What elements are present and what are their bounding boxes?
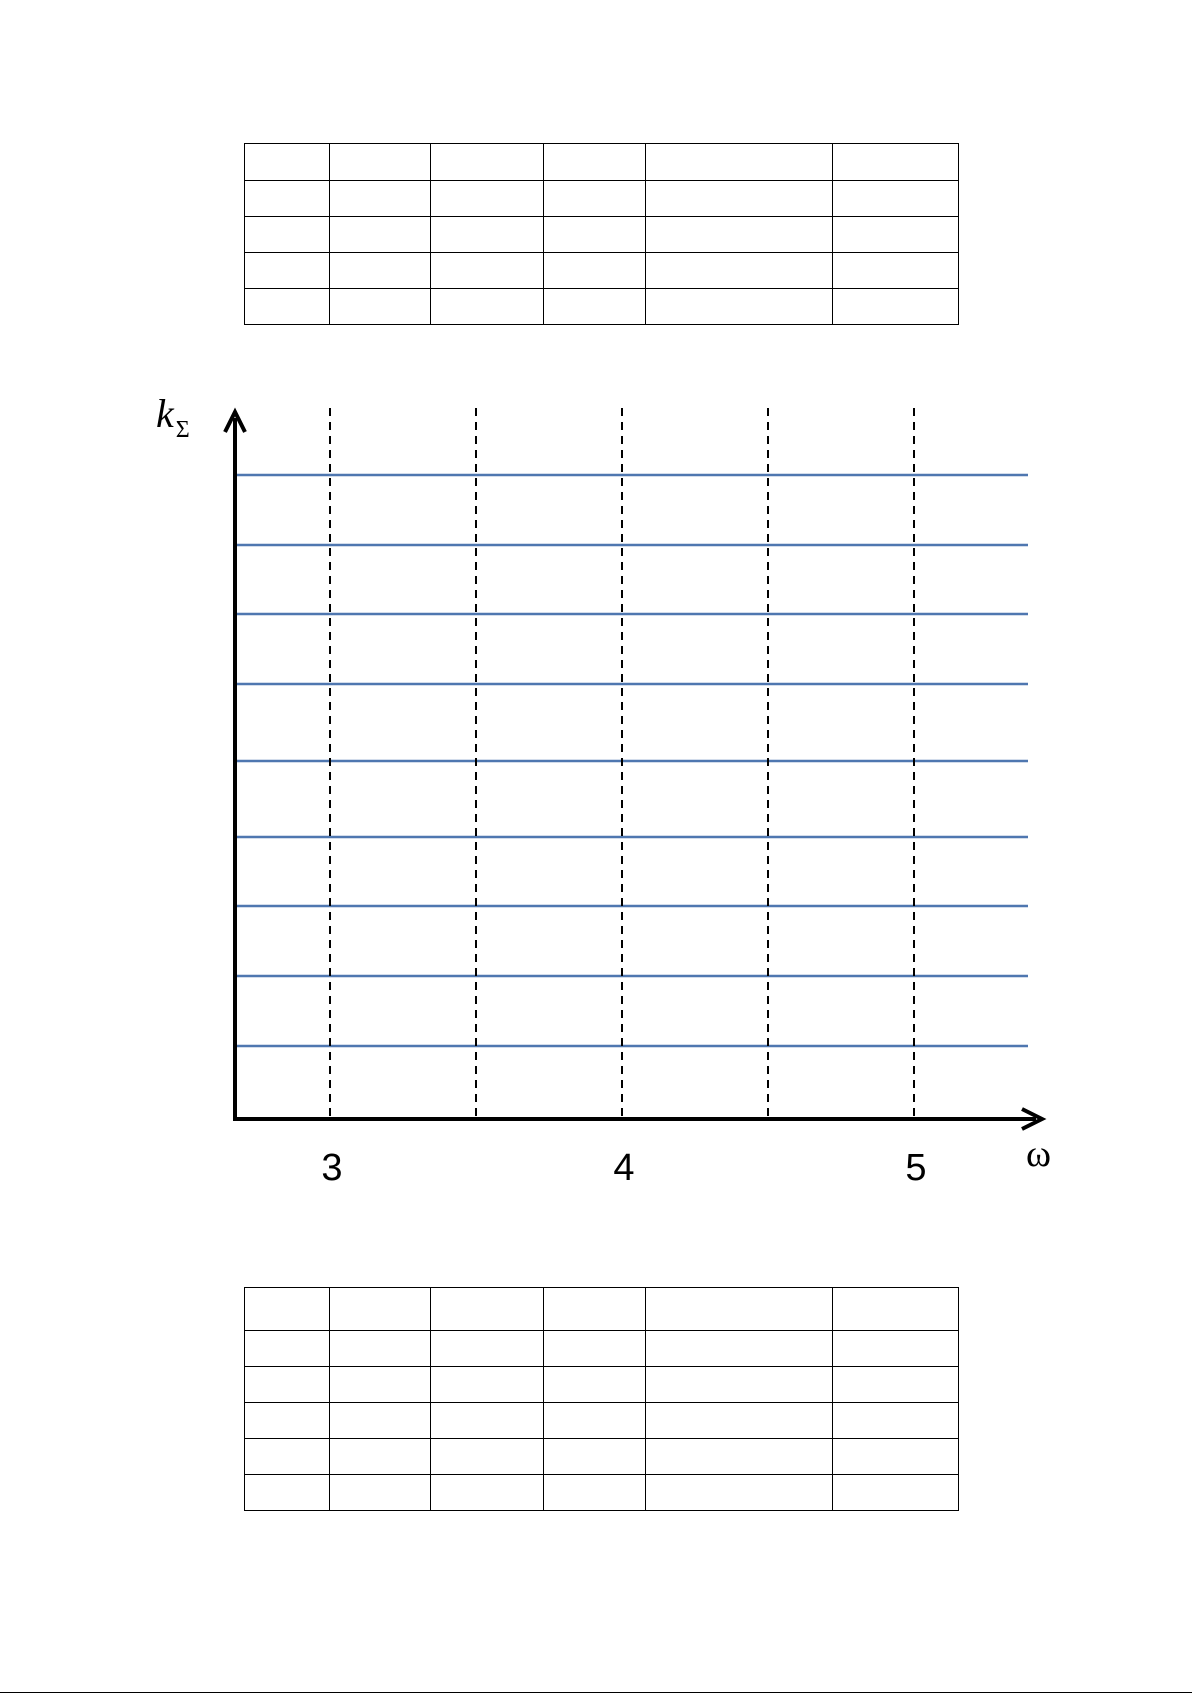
table-cell bbox=[832, 1475, 958, 1511]
table-cell bbox=[544, 1331, 645, 1367]
table-row bbox=[245, 1403, 959, 1439]
table-cell bbox=[330, 1331, 431, 1367]
table-row bbox=[245, 1367, 959, 1403]
table-cell bbox=[544, 1475, 645, 1511]
table-cell bbox=[330, 1288, 431, 1331]
x-axis bbox=[233, 1109, 1042, 1129]
horizontal-gridlines bbox=[235, 475, 1028, 1046]
table-cell bbox=[245, 1439, 330, 1475]
table-cell bbox=[544, 1439, 645, 1475]
x-tick-label: 3 bbox=[321, 1147, 343, 1189]
table-cell bbox=[645, 1367, 832, 1403]
table-row bbox=[245, 1288, 959, 1331]
table-cell bbox=[330, 1367, 431, 1403]
table-cell bbox=[645, 1288, 832, 1331]
table-cell bbox=[832, 1367, 958, 1403]
table-row bbox=[245, 1475, 959, 1511]
table-cell bbox=[832, 1403, 958, 1439]
table-cell bbox=[645, 1331, 832, 1367]
table-cell bbox=[645, 1475, 832, 1511]
vertical-guides bbox=[330, 408, 914, 1119]
table-cell bbox=[431, 1331, 544, 1367]
table-cell bbox=[431, 1403, 544, 1439]
table-cell bbox=[245, 1288, 330, 1331]
table-cell bbox=[645, 1403, 832, 1439]
x-tick-label: 5 bbox=[905, 1147, 927, 1189]
y-axis-label: $k_\Sigma$ bbox=[156, 391, 190, 443]
table-cell bbox=[431, 1367, 544, 1403]
x-axis-label: ω bbox=[1026, 1133, 1052, 1175]
table-cell bbox=[245, 1475, 330, 1511]
bottom-table bbox=[244, 1287, 959, 1511]
table-cell bbox=[431, 1439, 544, 1475]
table-row bbox=[245, 1331, 959, 1367]
table-cell bbox=[431, 1288, 544, 1331]
table-cell bbox=[832, 1288, 958, 1331]
table-cell bbox=[330, 1439, 431, 1475]
table-cell bbox=[645, 1439, 832, 1475]
table-cell bbox=[544, 1367, 645, 1403]
table-row bbox=[245, 1439, 959, 1475]
table-cell bbox=[245, 1403, 330, 1439]
table-cell bbox=[245, 1367, 330, 1403]
table-cell bbox=[544, 1403, 645, 1439]
table-cell bbox=[431, 1475, 544, 1511]
table-cell bbox=[544, 1288, 645, 1331]
bottom-table-body bbox=[245, 1288, 959, 1511]
table-cell bbox=[832, 1331, 958, 1367]
table-cell bbox=[832, 1439, 958, 1475]
x-tick-labels bbox=[321, 1147, 926, 1189]
x-tick-label: 4 bbox=[613, 1147, 635, 1189]
table-cell bbox=[245, 1331, 330, 1367]
y-axis bbox=[225, 412, 245, 1119]
table-cell bbox=[330, 1403, 431, 1439]
table-cell bbox=[330, 1475, 431, 1511]
